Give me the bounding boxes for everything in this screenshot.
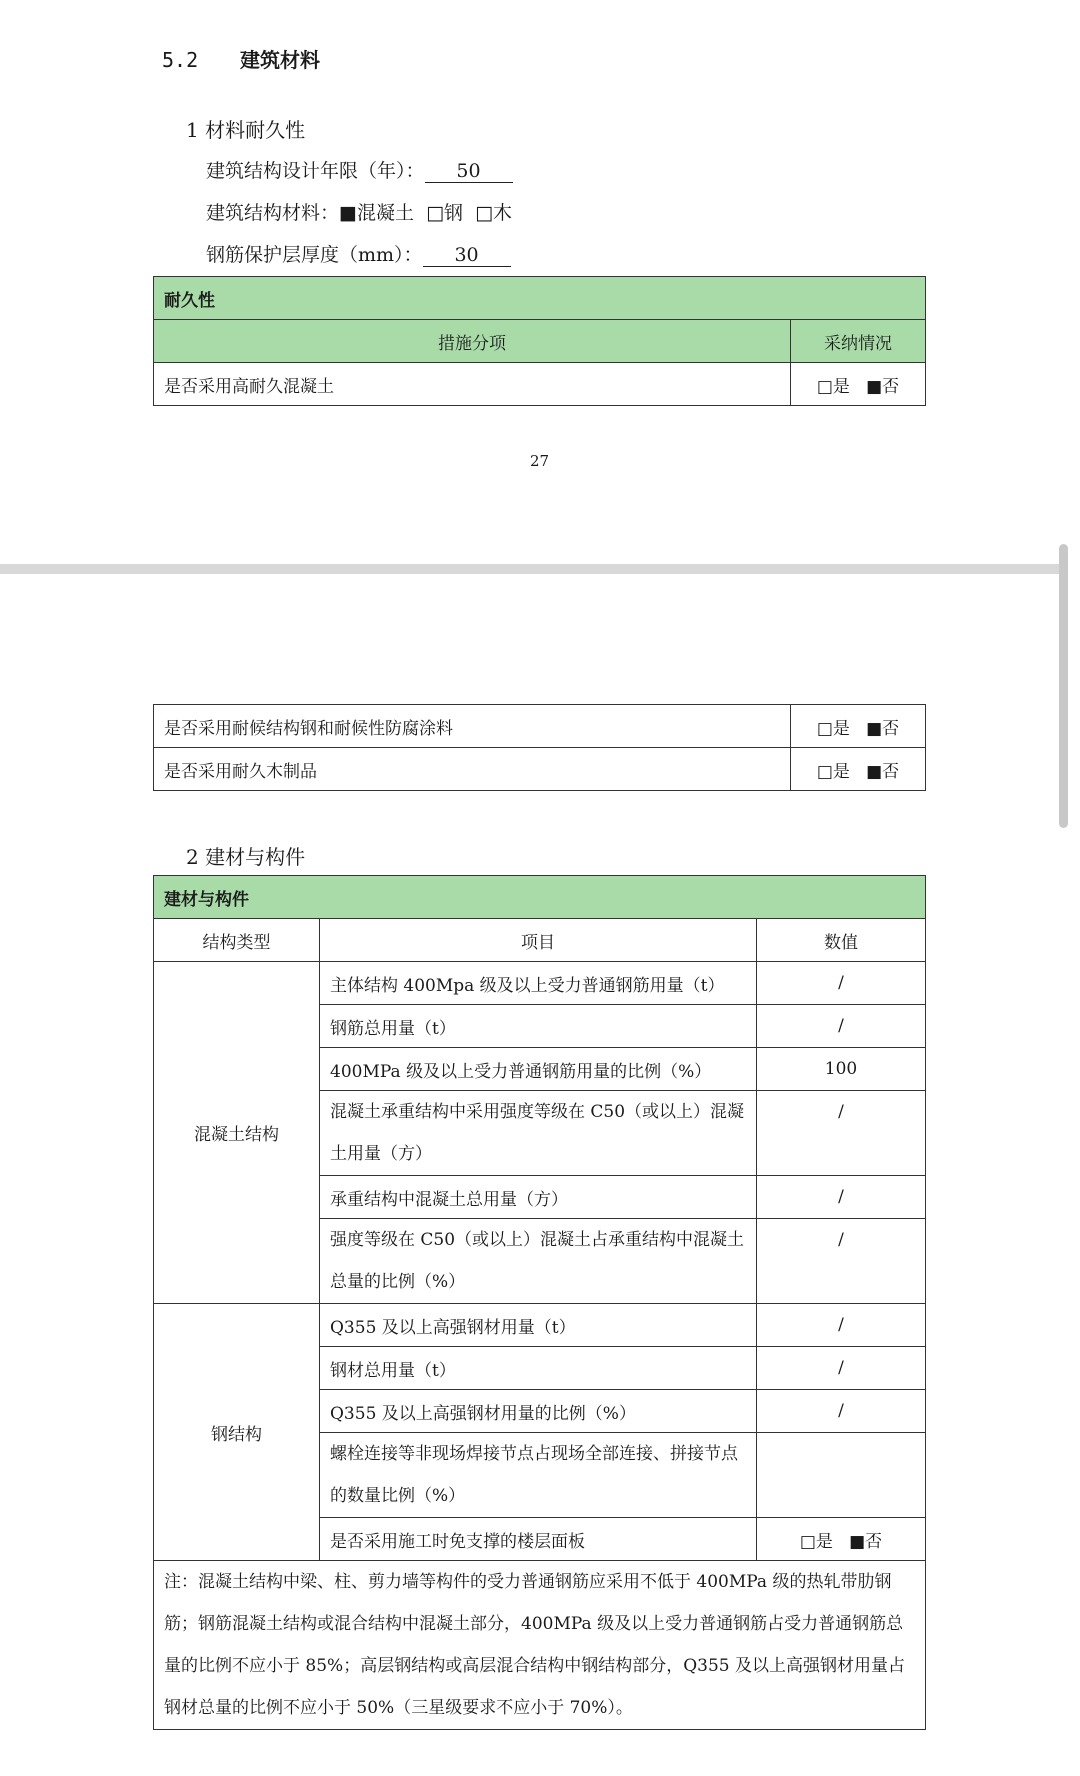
yes-checkbox: □是 — [799, 1531, 833, 1552]
table-note: 注：混凝土结构中梁、柱、剪力墙等构件的受力普通钢筋应采用不低于 400MPa 级的热轧带肋钢筋；钢筋混凝土结构或混合结构中混凝土部分，400MPa 级及以上受力普通钢筋占受力普通钢筋总量的比例不应小于 85%；高层钢结构或高层混合结构中钢结构部分，Q355 及以上高强钢材用量占钢材总量的比例不应小于 50%（三星级要求不应小于 70%）。 — [154, 1561, 926, 1730]
cover-line — [206, 240, 511, 267]
row-label: 是否采用耐久木制品 — [154, 748, 791, 791]
design-life-label: 建筑结构设计年限（年）： — [206, 160, 425, 182]
section-number: 5.2 — [162, 48, 199, 72]
page-separator — [0, 564, 1060, 574]
value-cell: / — [757, 1091, 926, 1176]
col-value-header: 数值 — [757, 919, 926, 962]
durability-table-title: 耐久性 — [154, 277, 926, 320]
components-table-title: 建材与构件 — [154, 876, 926, 919]
no-checkbox: ■否 — [866, 718, 900, 739]
table-row — [154, 1304, 926, 1347]
value-cell: / — [757, 1304, 926, 1347]
no-checkbox: ■否 — [866, 761, 900, 782]
item-cell: 是否采用施工时免支撑的楼层面板 — [320, 1518, 757, 1561]
table-row — [154, 962, 926, 1005]
material-line — [206, 198, 512, 225]
scrollbar-thumb[interactable] — [1059, 544, 1068, 828]
section-title: 建筑材料 — [240, 48, 320, 72]
row-label: 是否采用高耐久混凝土 — [154, 363, 791, 406]
table-row — [154, 748, 926, 791]
steel-structure-label: 钢结构 — [154, 1304, 320, 1561]
material-concrete: ■混凝土 — [339, 202, 414, 224]
value-cell: / — [757, 1347, 926, 1390]
item-cell: Q355 及以上高强钢材用量（t） — [320, 1304, 757, 1347]
row-label: 是否采用耐候结构钢和耐候性防腐涂料 — [154, 705, 791, 748]
adopt-choice — [791, 363, 926, 406]
adopt-choice — [791, 705, 926, 748]
value-cell: / — [757, 1390, 926, 1433]
table-row — [154, 705, 926, 748]
concrete-structure-label: 混凝土结构 — [154, 962, 320, 1304]
no-checkbox: ■否 — [866, 376, 900, 397]
table-row — [154, 363, 926, 406]
page-number: 27 — [530, 452, 550, 470]
value-cell: 100 — [757, 1048, 926, 1091]
material-label: 建筑结构材料： — [206, 202, 340, 224]
col-type-header: 结构类型 — [154, 919, 320, 962]
components-subtitle: 2 建材与构件 — [186, 845, 306, 869]
item-cell: Q355 及以上高强钢材用量的比例（%） — [320, 1390, 757, 1433]
item-cell: 钢材总用量（t） — [320, 1347, 757, 1390]
item-cell: 钢筋总用量（t） — [320, 1005, 757, 1048]
components-table — [153, 875, 926, 1730]
design-life-value: 50 — [425, 160, 513, 183]
value-cell — [757, 1433, 926, 1518]
adopt-choice — [791, 748, 926, 791]
cover-value: 30 — [423, 244, 511, 267]
material-steel: □钢 — [426, 202, 464, 224]
durability-table-continued — [153, 704, 926, 791]
durability-table — [153, 276, 926, 406]
no-checkbox: ■否 — [849, 1531, 883, 1552]
yes-checkbox: □是 — [816, 718, 850, 739]
design-life-line — [206, 156, 513, 183]
item-cell: 主体结构 400Mpa 级及以上受力普通钢筋用量（t） — [320, 962, 757, 1005]
material-wood: □木 — [475, 202, 513, 224]
item-cell: 螺栓连接等非现场焊接节点占现场全部连接、拼接节点的数量比例（%） — [320, 1433, 757, 1518]
item-cell: 强度等级在 C50（或以上）混凝土占承重结构中混凝土总量的比例（%） — [320, 1219, 757, 1304]
value-cell: / — [757, 1005, 926, 1048]
value-cell: / — [757, 1219, 926, 1304]
value-cell: / — [757, 1176, 926, 1219]
yes-checkbox: □是 — [816, 761, 850, 782]
col-adopt-header: 采纳情况 — [791, 320, 926, 363]
section-heading — [162, 44, 320, 73]
cover-label: 钢筋保护层厚度（mm）： — [206, 244, 423, 266]
durability-subtitle: 1 材料耐久性 — [186, 118, 306, 142]
col-measure-header: 措施分项 — [154, 320, 791, 363]
col-item-header: 项目 — [320, 919, 757, 962]
item-cell: 400MPa 级及以上受力普通钢筋用量的比例（%） — [320, 1048, 757, 1091]
adopt-choice — [757, 1518, 926, 1561]
item-cell: 混凝土承重结构中采用强度等级在 C50（或以上）混凝土用量（方） — [320, 1091, 757, 1176]
yes-checkbox: □是 — [816, 376, 850, 397]
value-cell: / — [757, 962, 926, 1005]
item-cell: 承重结构中混凝土总用量（方） — [320, 1176, 757, 1219]
